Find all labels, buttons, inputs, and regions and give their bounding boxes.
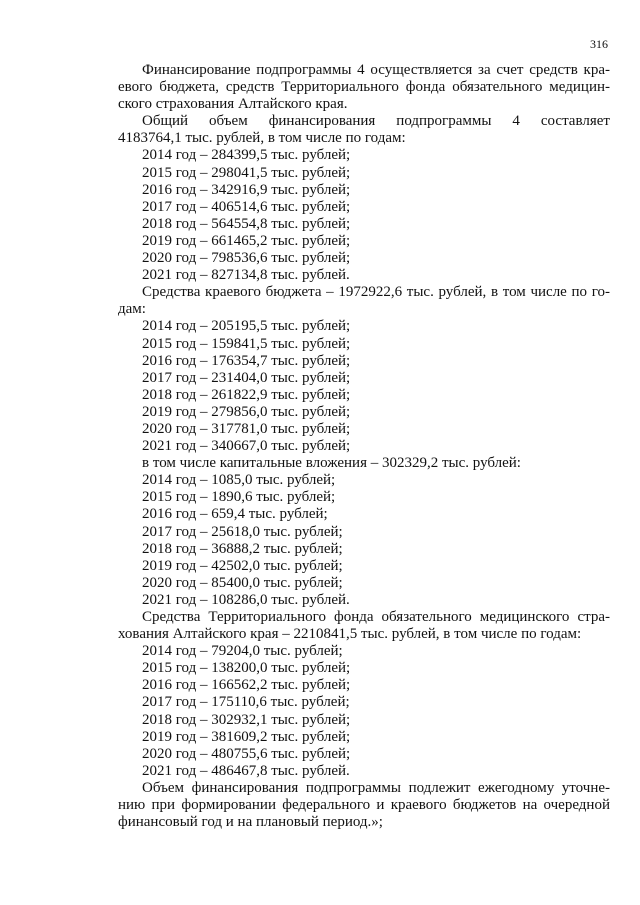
total-line-2: 4183764,1 тыс. рублей, в том числе по годам: <box>118 130 406 147</box>
year-item: 2018 год – 302932,1 тыс. рублей; <box>142 711 351 728</box>
fund-line-1: Средства Территориального фонда обязательного медицинского стра- <box>142 609 610 625</box>
year-item: 2016 год – 176354,7 тыс. рублей; <box>142 352 351 369</box>
year-item: 2017 год – 25618,0 тыс. рублей; <box>142 523 343 540</box>
fund-line-2: хования Алтайского края – 2210841,5 тыс. рублей, в том числе по годам: <box>118 626 582 643</box>
year-item: 2016 год – 342916,9 тыс. рублей; <box>142 181 351 198</box>
regional-line-2: дам: <box>118 301 146 318</box>
year-item: 2019 год – 381609,2 тыс. рублей; <box>142 728 351 745</box>
year-item: 2019 год – 42502,0 тыс. рублей; <box>142 557 343 574</box>
regional-line-1: Средства краевого бюджета – 1972922,6 тыс. рублей, в том числе по го- <box>142 284 610 301</box>
intro-line-1: Финансирование подпрограммы 4 осуществляется за счет средств кра- <box>142 62 610 78</box>
page-number: 316 <box>590 37 608 51</box>
year-item: 2015 год – 159841,5 тыс. рублей; <box>142 335 351 352</box>
year-item: 2018 год – 261822,9 тыс. рублей; <box>142 386 351 403</box>
year-item: 2015 год – 298041,5 тыс. рублей; <box>142 164 351 181</box>
year-item: 2014 год – 1085,0 тыс. рублей; <box>142 472 336 489</box>
year-item: 2020 год – 798536,6 тыс. рублей; <box>142 250 351 267</box>
total-year-list <box>118 147 610 284</box>
total-line-1 <box>118 113 610 130</box>
capital-year-list <box>118 472 610 609</box>
year-item: 2020 год – 317781,0 тыс. рублей; <box>142 420 351 437</box>
year-item: 2014 год – 284399,5 тыс. рублей; <box>142 147 351 164</box>
capital-line: в том числе капитальные вложения – 302329,2 тыс. рублей: <box>142 455 521 472</box>
year-item: 2019 год – 661465,2 тыс. рублей; <box>142 232 351 249</box>
year-item: 2021 год – 108286,0 тыс. рублей. <box>142 591 350 608</box>
year-item: 2017 год – 175110,6 тыс. рублей; <box>142 694 350 711</box>
intro-line-2: евого бюджета, средств Территориального фонда обязательного медицин- <box>118 79 610 96</box>
year-item: 2014 год – 79204,0 тыс. рублей; <box>142 643 343 660</box>
total-word: подпрограммы <box>396 113 492 130</box>
year-item: 2021 год – 486467,8 тыс. рублей. <box>142 762 350 779</box>
total-word: объем <box>209 113 248 130</box>
year-item: 2018 год – 564554,8 тыс. рублей; <box>142 215 351 232</box>
document-body <box>118 62 610 831</box>
year-item: 2021 год – 827134,8 тыс. рублей. <box>142 267 350 284</box>
year-item: 2019 год – 279856,0 тыс. рублей; <box>142 403 351 420</box>
closing-line-1: Объем финансирования подпрограммы подлежит ежегодному уточне- <box>142 779 610 796</box>
year-item: 2021 год – 340667,0 тыс. рублей; <box>142 438 351 455</box>
year-item: 2014 год – 205195,5 тыс. рублей; <box>142 318 351 335</box>
total-word: финансирования <box>268 113 376 130</box>
year-item: 2016 год – 659,4 тыс. рублей; <box>142 506 328 523</box>
year-item: 2016 год – 166562,2 тыс. рублей; <box>142 677 351 694</box>
total-word: 4 <box>512 113 520 130</box>
year-item: 2017 год – 406514,6 тыс. рублей; <box>142 198 351 215</box>
year-item: 2017 год – 231404,0 тыс. рублей; <box>142 369 351 386</box>
total-word: Общий <box>142 113 189 130</box>
closing-line-3: финансовый год и на плановый период.»; <box>118 814 383 831</box>
closing-line-2: нию при формировании федерального и краевого бюджетов на очередной <box>118 797 610 814</box>
regional-year-list <box>118 318 610 455</box>
total-word: составляет <box>540 113 610 130</box>
intro-line-3: ского страхования Алтайского края. <box>118 96 348 113</box>
year-item: 2020 год – 480755,6 тыс. рублей; <box>142 745 351 762</box>
fund-year-list <box>118 643 610 780</box>
year-item: 2015 год – 138200,0 тыс. рублей; <box>142 660 351 677</box>
year-item: 2020 год – 85400,0 тыс. рублей; <box>142 574 343 591</box>
year-item: 2015 год – 1890,6 тыс. рублей; <box>142 489 336 506</box>
year-item: 2018 год – 36888,2 тыс. рублей; <box>142 540 343 557</box>
